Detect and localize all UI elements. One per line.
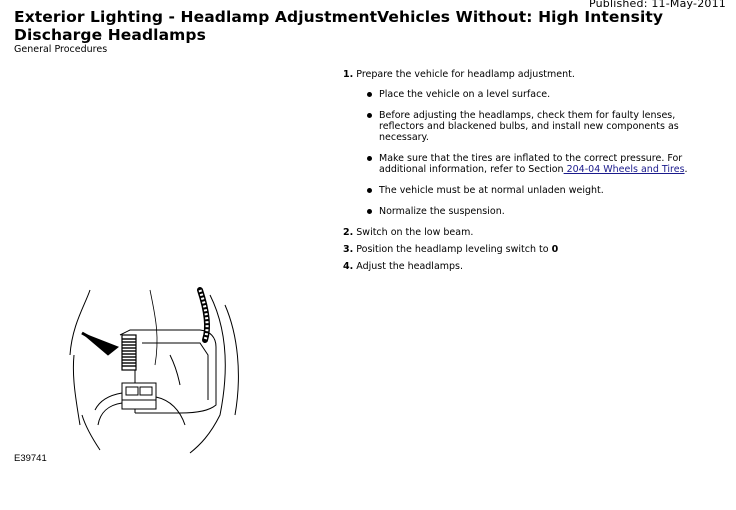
- bullet-text: Normalize the suspension.: [379, 206, 505, 217]
- bullet-text: Make sure that the tires are inflated to the correct pressure. For additional information, refer to Section: [379, 153, 683, 175]
- step-1: [343, 69, 713, 217]
- bullet-text-end: .: [684, 164, 688, 175]
- step-text: Position the headlamp leveling switch to: [356, 244, 552, 255]
- bullet-item: [343, 153, 713, 175]
- section-subtitle: General Procedures: [14, 44, 108, 55]
- step-number: 1.: [343, 69, 354, 80]
- step-1-bullets: [343, 89, 713, 217]
- headlamp-adjuster-illustration: [60, 285, 250, 455]
- switch-position-value: 0: [551, 244, 559, 255]
- section-link-wheels-tires[interactable]: 204-04 Wheels and Tires: [563, 164, 685, 175]
- step-number: 3.: [343, 244, 354, 255]
- bullet-item: [343, 89, 713, 100]
- bullet-item: [343, 110, 713, 143]
- published-date: Published: 11-May-2011: [588, 0, 726, 10]
- step-3: [343, 244, 713, 255]
- page-title: Exterior Lighting - Headlamp AdjustmentVehicles Without: High Intensity Discharge Headlamps: [14, 8, 664, 44]
- step-text: Switch on the low beam.: [356, 227, 474, 238]
- bullet-item: [343, 185, 713, 196]
- step-4: [343, 261, 713, 272]
- bullet-text: Place the vehicle on a level surface.: [379, 89, 551, 100]
- step-number: 4.: [343, 261, 354, 272]
- figure-label: E39741: [14, 453, 47, 464]
- bullet-item: [343, 206, 713, 217]
- step-number: 2.: [343, 227, 354, 238]
- procedure-steps: [343, 69, 713, 278]
- step-2: [343, 227, 713, 238]
- bullet-text: The vehicle must be at normal unladen weight.: [379, 185, 604, 196]
- bullet-text: Before adjusting the headlamps, check them for faulty lenses, reflectors and blackened bulbs, and install new components as necessary.: [379, 110, 679, 143]
- step-text: Prepare the vehicle for headlamp adjustment.: [356, 69, 575, 80]
- step-text: Adjust the headlamps.: [356, 261, 464, 272]
